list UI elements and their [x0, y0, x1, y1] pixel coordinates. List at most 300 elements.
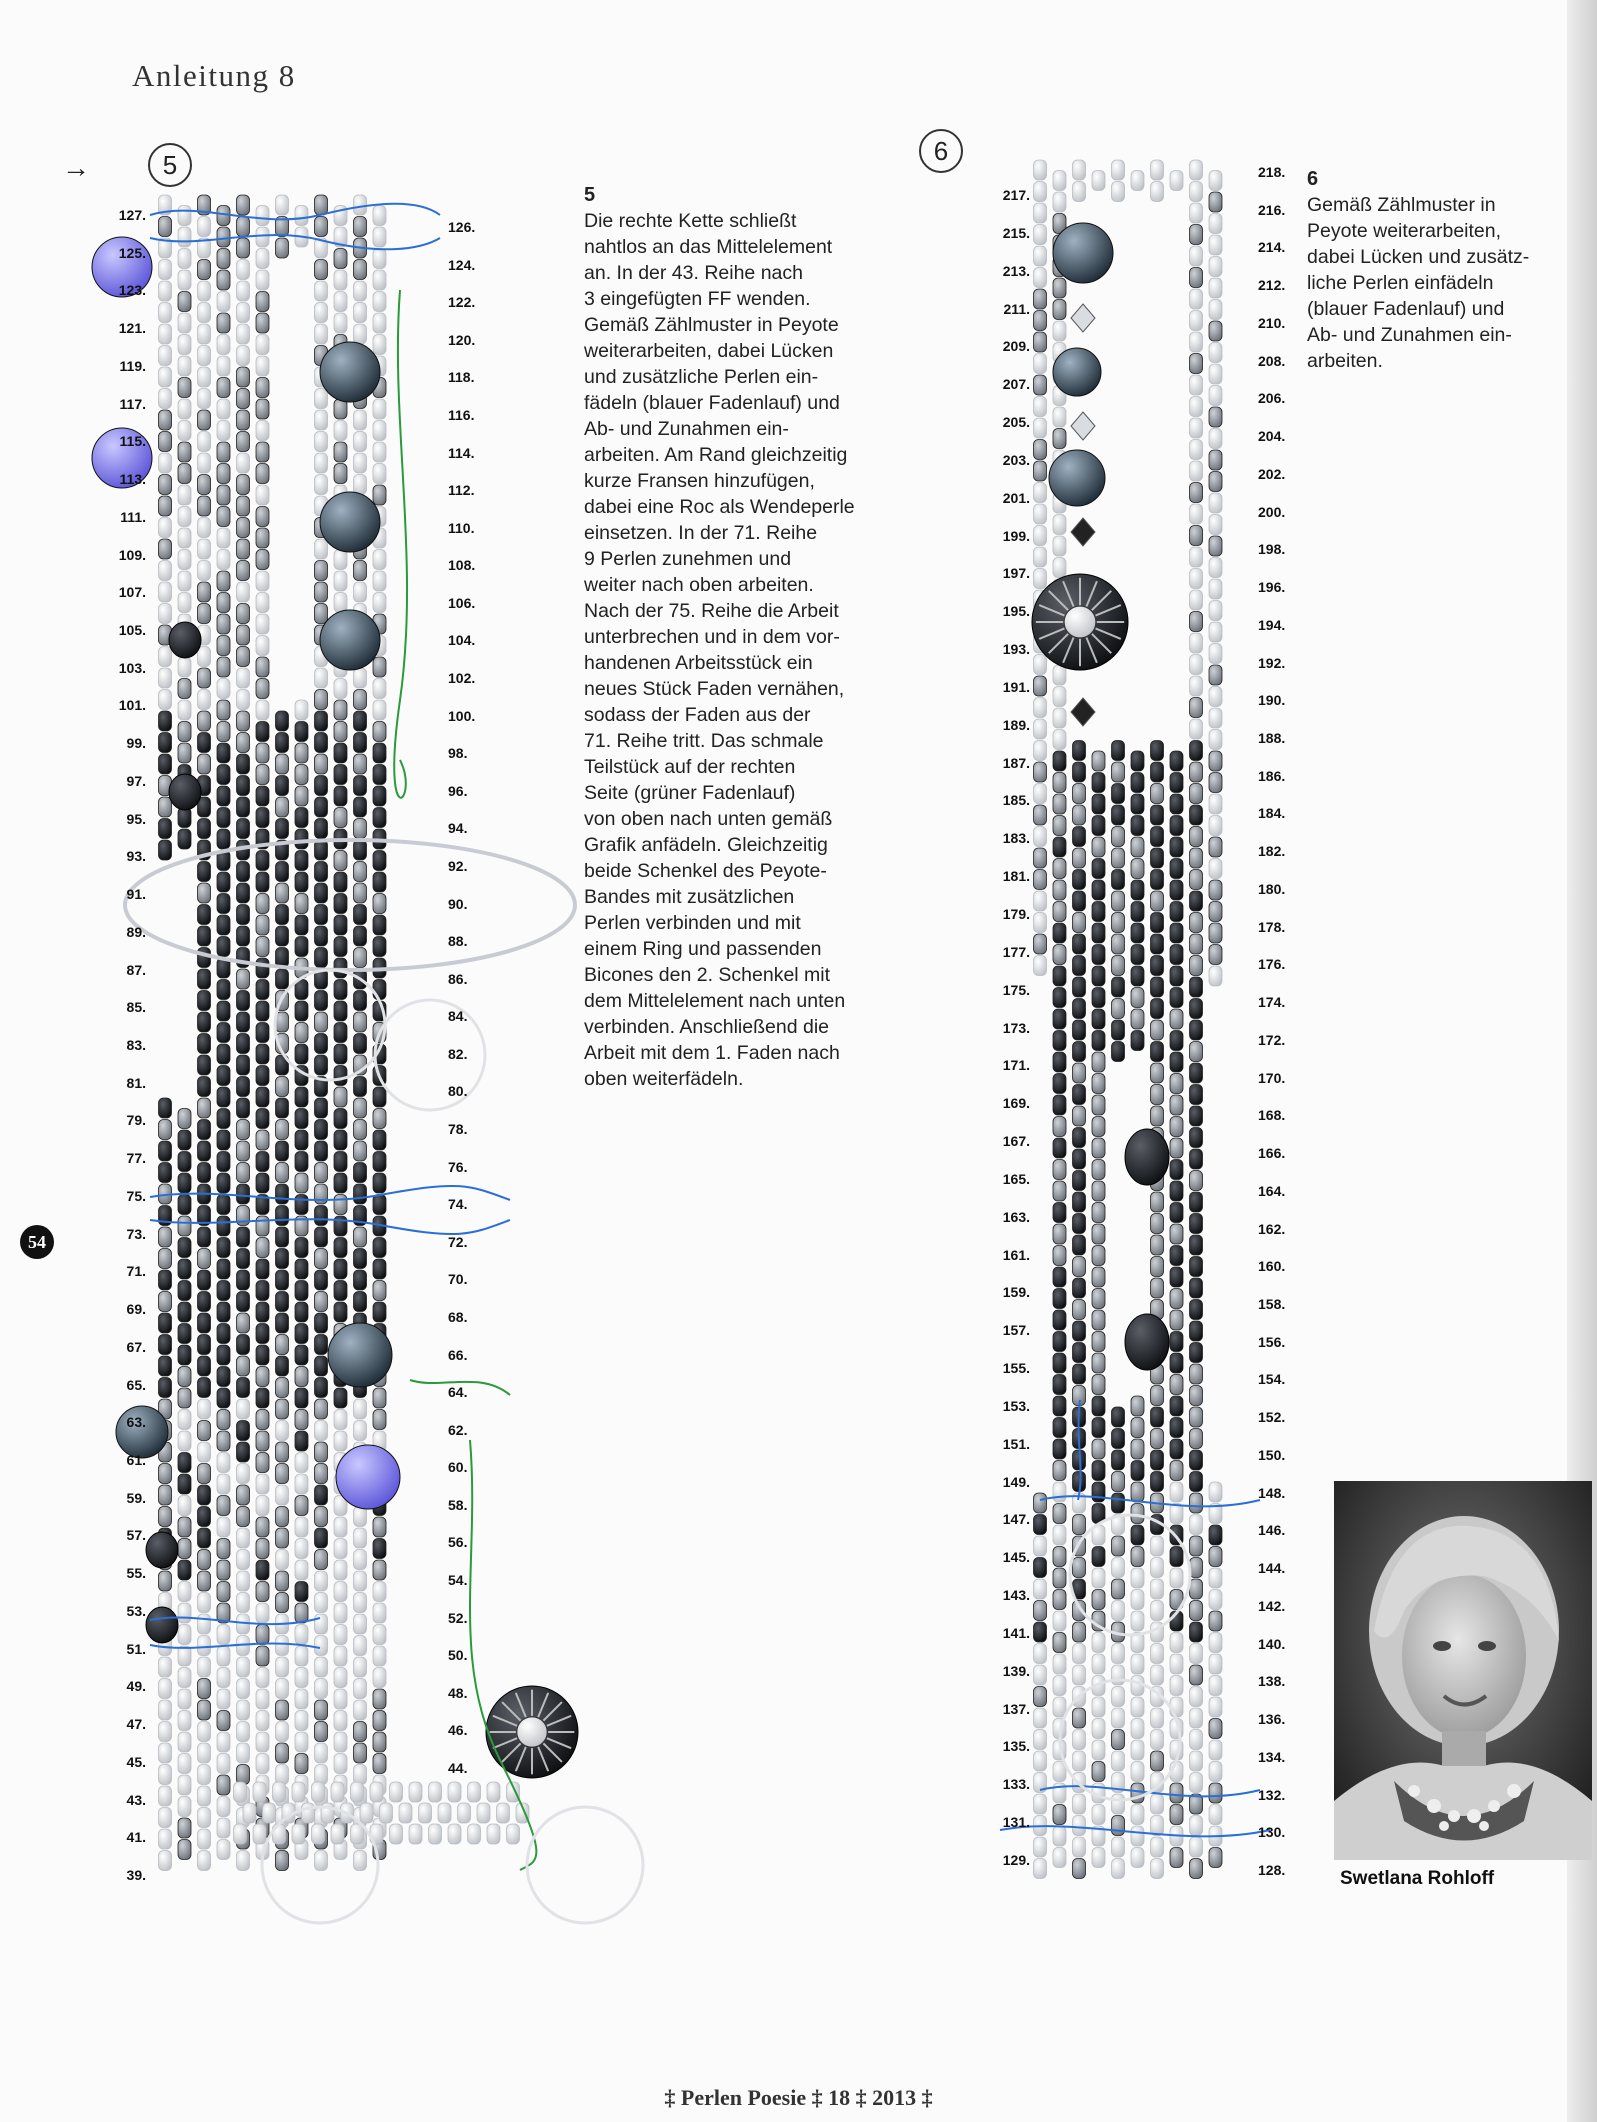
seed-bead [217, 743, 230, 763]
seed-bead [295, 786, 308, 806]
seed-bead [1209, 321, 1222, 341]
seed-bead [1053, 429, 1066, 449]
seed-bead [1170, 816, 1183, 836]
seed-bead [295, 1324, 308, 1344]
seed-bead [237, 195, 250, 215]
seed-bead [1073, 1515, 1086, 1535]
seed-bead [477, 1803, 490, 1823]
seed-bead [178, 1410, 191, 1430]
seed-bead [354, 1593, 367, 1613]
seed-bead [315, 1550, 328, 1570]
seed-bead [354, 840, 367, 860]
seed-bead [315, 1399, 328, 1419]
seed-bead [1034, 891, 1047, 911]
seed-bead [295, 765, 308, 785]
seed-bead [295, 1152, 308, 1172]
seed-bead [237, 281, 250, 301]
seed-bead [1112, 784, 1125, 804]
seed-bead [159, 1249, 172, 1269]
seed-bead [1151, 1042, 1164, 1062]
seed-bead [1209, 816, 1222, 836]
seed-bead [1034, 870, 1047, 890]
seed-bead [1190, 1515, 1203, 1535]
seed-bead [1112, 1644, 1125, 1664]
seed-bead [1209, 1611, 1222, 1631]
seed-bead [373, 765, 386, 785]
seed-bead [276, 1249, 289, 1269]
seed-bead [1209, 902, 1222, 922]
seed-bead [1092, 1762, 1105, 1782]
seed-bead [1034, 1730, 1047, 1750]
seed-bead [1190, 934, 1203, 954]
seed-bead [1034, 1644, 1047, 1664]
seed-bead [237, 862, 250, 882]
seed-bead [380, 1803, 393, 1823]
seed-bead [217, 335, 230, 355]
seed-bead [256, 1066, 269, 1086]
seed-bead [237, 776, 250, 796]
seed-bead [178, 571, 191, 591]
seed-bead [1131, 171, 1144, 191]
seed-bead [178, 1216, 191, 1236]
seed-bead [276, 1399, 289, 1419]
seed-bead [487, 1782, 500, 1802]
instruction-line: von oben nach unten gemäß [584, 808, 833, 830]
seed-bead [1151, 827, 1164, 847]
seed-bead [1073, 1214, 1086, 1234]
seed-bead [217, 249, 230, 269]
seed-bead [1034, 1558, 1047, 1578]
seed-bead [276, 1098, 289, 1118]
bicone-bead [1071, 304, 1095, 332]
row-number: 163. [1002, 1208, 1030, 1225]
instruction-line: Arbeit mit dem 1. Faden nach [584, 1042, 840, 1064]
seed-bead [256, 1474, 269, 1494]
seed-bead [1131, 794, 1144, 814]
seed-bead [198, 862, 211, 882]
seed-bead [1053, 923, 1066, 943]
row-number: 103. [118, 659, 146, 676]
row-number: 140. [1258, 1635, 1286, 1652]
seed-bead [1053, 1697, 1066, 1717]
seed-bead [334, 421, 347, 441]
seed-bead [198, 1593, 211, 1613]
seed-bead [178, 1711, 191, 1731]
seed-bead [198, 1464, 211, 1484]
seed-bead [1053, 837, 1066, 857]
seed-bead [276, 195, 289, 215]
seed-bead [370, 1782, 383, 1802]
row-number: 61. [126, 1452, 146, 1468]
seed-bead [217, 1066, 230, 1086]
seed-bead [159, 561, 172, 581]
seed-bead [1034, 461, 1047, 481]
seed-bead [1112, 1859, 1125, 1879]
seed-bead [198, 1292, 211, 1312]
seed-bead [1190, 590, 1203, 610]
seed-bead [198, 711, 211, 731]
seed-bead [1073, 1063, 1086, 1083]
seed-bead [159, 1571, 172, 1591]
seed-bead [1073, 1708, 1086, 1728]
seed-bead [1170, 1676, 1183, 1696]
seed-bead [1209, 515, 1222, 535]
seed-bead [1170, 1160, 1183, 1180]
seed-bead [217, 485, 230, 505]
seed-bead [1073, 891, 1086, 911]
instruction-line: verbinden. Anschließend die [584, 1016, 829, 1038]
seed-bead [198, 1227, 211, 1247]
seed-bead [315, 539, 328, 559]
seed-bead [159, 582, 172, 602]
seed-bead [198, 1055, 211, 1075]
seed-bead [256, 1109, 269, 1129]
seed-bead [276, 1485, 289, 1505]
seed-bead [1209, 1590, 1222, 1610]
seed-bead [354, 1528, 367, 1548]
seed-bead [198, 1249, 211, 1269]
seed-bead [315, 1593, 328, 1613]
seed-bead [1053, 1009, 1066, 1029]
seed-bead [1112, 1601, 1125, 1621]
seed-bead [468, 1824, 481, 1844]
seed-bead [354, 1657, 367, 1677]
roc-bead [1125, 1314, 1169, 1370]
seed-bead [217, 1044, 230, 1064]
instruction-line: Gemäß Zählmuster in [1307, 194, 1496, 216]
row-number: 133. [1002, 1776, 1030, 1793]
seed-bead [217, 1453, 230, 1473]
seed-bead [1073, 1020, 1086, 1040]
row-number: 113. [119, 471, 146, 488]
seed-bead [159, 1679, 172, 1699]
seed-bead [354, 819, 367, 839]
seed-bead [315, 1571, 328, 1591]
seed-bead [256, 507, 269, 527]
seed-bead [1092, 1203, 1105, 1223]
seed-bead [237, 1120, 250, 1140]
seed-bead [198, 367, 211, 387]
seed-bead [1209, 472, 1222, 492]
seed-bead [334, 1539, 347, 1559]
seed-bead [373, 292, 386, 312]
seed-bead [1131, 988, 1144, 1008]
seed-bead [1053, 687, 1066, 707]
seed-bead [295, 915, 308, 935]
seed-bead [1073, 1558, 1086, 1578]
instruction-line: nahtlos an das Mittelelement [584, 236, 833, 258]
seed-bead [295, 1109, 308, 1129]
seed-bead [198, 1399, 211, 1419]
seed-bead [159, 410, 172, 430]
seed-bead [217, 356, 230, 376]
seed-bead [1190, 1042, 1203, 1062]
seed-bead [373, 593, 386, 613]
instruction-line: Grafik anfädeln. Gleichzeitig [584, 834, 828, 856]
seed-bead [373, 937, 386, 957]
seed-bead [276, 1120, 289, 1140]
seed-bead [178, 1754, 191, 1774]
row-number: 204. [1258, 428, 1286, 445]
seed-bead [198, 410, 211, 430]
row-number: 179. [1002, 905, 1030, 922]
row-number: 90. [448, 895, 468, 912]
seed-bead [373, 915, 386, 935]
seed-bead [1151, 1063, 1164, 1083]
seed-bead [256, 1152, 269, 1172]
seed-bead [1170, 1138, 1183, 1158]
seed-bead [1190, 633, 1203, 653]
seed-bead [1092, 966, 1105, 986]
seed-bead [159, 346, 172, 366]
seed-bead [315, 690, 328, 710]
seed-bead [1053, 1138, 1066, 1158]
seed-bead [217, 1367, 230, 1387]
row-number: 154. [1258, 1371, 1286, 1388]
seed-bead [354, 711, 367, 731]
seed-bead [237, 1507, 250, 1527]
seed-bead [198, 1765, 211, 1785]
roc-bead [1125, 1129, 1169, 1185]
seed-bead [198, 1507, 211, 1527]
bicone-bead [1071, 518, 1095, 546]
seed-bead [1092, 1009, 1105, 1029]
seed-bead [354, 1077, 367, 1097]
seed-bead [1170, 902, 1183, 922]
seed-bead [373, 1388, 386, 1408]
seed-bead [276, 1206, 289, 1226]
seed-bead [178, 1582, 191, 1602]
seed-bead [237, 1399, 250, 1419]
row-number: 135. [1002, 1738, 1030, 1755]
seed-bead [315, 1679, 328, 1699]
seed-bead [1073, 1859, 1086, 1879]
seed-bead [1092, 923, 1105, 943]
seed-bead [354, 1507, 367, 1527]
seed-bead [295, 851, 308, 871]
seed-bead [295, 1367, 308, 1387]
seed-bead [198, 1163, 211, 1183]
seed-bead [1034, 289, 1047, 309]
seed-bead [315, 1270, 328, 1290]
seed-bead [1170, 1461, 1183, 1481]
seed-bead [1190, 375, 1203, 395]
seed-bead [198, 389, 211, 409]
row-number: 64. [448, 1384, 468, 1401]
seed-bead [276, 969, 289, 989]
seed-bead [373, 1087, 386, 1107]
seed-bead [1190, 268, 1203, 288]
seed-bead [1092, 880, 1105, 900]
seed-bead [237, 432, 250, 452]
seed-bead [1053, 945, 1066, 965]
seed-bead [178, 1431, 191, 1451]
row-number: 142. [1258, 1597, 1286, 1614]
seed-bead [1053, 1160, 1066, 1180]
seed-bead [429, 1782, 442, 1802]
seed-bead [1034, 762, 1047, 782]
seed-bead [178, 1195, 191, 1215]
seed-bead [354, 324, 367, 344]
seed-bead [237, 1249, 250, 1269]
seed-bead [253, 1782, 266, 1802]
seed-bead [507, 1824, 520, 1844]
seed-bead [256, 1539, 269, 1559]
seed-bead [1170, 1009, 1183, 1029]
seed-bead [334, 1238, 347, 1258]
seed-bead [1131, 751, 1144, 771]
seed-bead [178, 593, 191, 613]
seed-bead [1034, 956, 1047, 976]
seed-bead [256, 335, 269, 355]
instruction-line: weiterarbeiten, dabei Lücken [584, 340, 834, 362]
row-number: 102. [448, 670, 476, 687]
seed-bead [1034, 1536, 1047, 1556]
seed-bead [1112, 1042, 1125, 1062]
seed-bead [354, 862, 367, 882]
seed-bead [1112, 1751, 1125, 1771]
seed-bead [315, 711, 328, 731]
seed-bead [1209, 1547, 1222, 1567]
seed-bead [373, 1152, 386, 1172]
seed-bead [237, 690, 250, 710]
seed-bead [217, 528, 230, 548]
seed-bead [217, 636, 230, 656]
seed-bead [237, 217, 250, 237]
seed-bead [276, 1679, 289, 1699]
seed-bead [276, 1743, 289, 1763]
seed-bead [1209, 300, 1222, 320]
seed-bead [315, 1163, 328, 1183]
seed-bead [429, 1824, 442, 1844]
seed-bead [295, 1711, 308, 1731]
row-number: 91. [126, 886, 146, 903]
seed-bead [1190, 569, 1203, 589]
seed-bead [1151, 1730, 1164, 1750]
row-number: 67. [126, 1338, 146, 1355]
seed-bead [373, 421, 386, 441]
seed-bead [1209, 1676, 1222, 1696]
seed-bead [198, 1722, 211, 1742]
seed-bead [198, 561, 211, 581]
seed-bead [354, 1034, 367, 1054]
seed-bead [1151, 1429, 1164, 1449]
seed-bead [315, 281, 328, 301]
seed-bead [198, 883, 211, 903]
seed-bead [295, 1087, 308, 1107]
seed-bead [354, 475, 367, 495]
seed-bead [1034, 676, 1047, 696]
page-footer [0, 2085, 1597, 2111]
row-number: 200. [1258, 503, 1286, 520]
seed-bead [1092, 902, 1105, 922]
seed-bead [1131, 945, 1144, 965]
seed-bead [237, 926, 250, 946]
seed-bead [237, 969, 250, 989]
row-number: 208. [1258, 352, 1286, 369]
seed-bead [273, 1782, 286, 1802]
seed-bead [373, 227, 386, 247]
seed-bead [1131, 1611, 1144, 1631]
seed-bead [178, 1539, 191, 1559]
seed-bead [373, 808, 386, 828]
seed-bead [1053, 558, 1066, 578]
seed-bead [217, 1560, 230, 1580]
seed-bead [159, 1507, 172, 1527]
seed-bead [237, 733, 250, 753]
seed-bead [217, 1689, 230, 1709]
seed-bead [1190, 612, 1203, 632]
seed-bead [334, 593, 347, 613]
seed-bead [159, 733, 172, 753]
seed-bead [354, 453, 367, 473]
seed-bead [295, 1410, 308, 1430]
seed-bead [276, 1700, 289, 1720]
row-number: 215. [1002, 224, 1030, 241]
seed-bead [1034, 246, 1047, 266]
seed-bead [315, 905, 328, 925]
seed-bead [354, 1163, 367, 1183]
seed-bead [237, 1464, 250, 1484]
seed-bead [178, 1281, 191, 1301]
seed-bead [276, 1184, 289, 1204]
row-number: 157. [1002, 1322, 1030, 1339]
seed-bead [159, 1485, 172, 1505]
seed-bead [373, 1281, 386, 1301]
seed-bead [256, 1689, 269, 1709]
seed-bead [198, 453, 211, 473]
seed-bead [315, 1765, 328, 1785]
seed-bead [1053, 730, 1066, 750]
seed-bead [256, 1302, 269, 1322]
seed-bead [256, 980, 269, 1000]
row-number: 68. [448, 1308, 468, 1325]
seed-bead [1092, 1224, 1105, 1244]
seed-bead [1053, 708, 1066, 728]
seed-bead [217, 829, 230, 849]
seed-bead [217, 1281, 230, 1301]
seed-bead [237, 1012, 250, 1032]
seed-bead [315, 1743, 328, 1763]
seed-bead [354, 1550, 367, 1570]
seed-bead [1190, 1407, 1203, 1427]
row-number: 210. [1258, 314, 1286, 331]
seed-bead [334, 1668, 347, 1688]
seed-bead [1190, 698, 1203, 718]
seed-bead [198, 260, 211, 280]
seed-bead [1053, 1396, 1066, 1416]
seed-bead [256, 270, 269, 290]
seed-bead [334, 743, 347, 763]
seed-bead [217, 1130, 230, 1150]
row-number: 94. [448, 820, 468, 837]
seed-bead [419, 1803, 432, 1823]
row-number: 120. [448, 331, 476, 348]
seed-bead [1053, 1332, 1066, 1352]
seed-bead [198, 582, 211, 602]
seed-bead [198, 604, 211, 624]
seed-bead [354, 432, 367, 452]
seed-bead [234, 1824, 247, 1844]
seed-bead [1112, 1536, 1125, 1556]
seed-bead [1190, 891, 1203, 911]
seed-bead [1190, 1364, 1203, 1384]
seed-bead [217, 313, 230, 333]
seed-bead [1190, 1751, 1203, 1771]
row-number: 92. [448, 857, 468, 874]
seed-bead [178, 1152, 191, 1172]
seed-bead [1151, 848, 1164, 868]
